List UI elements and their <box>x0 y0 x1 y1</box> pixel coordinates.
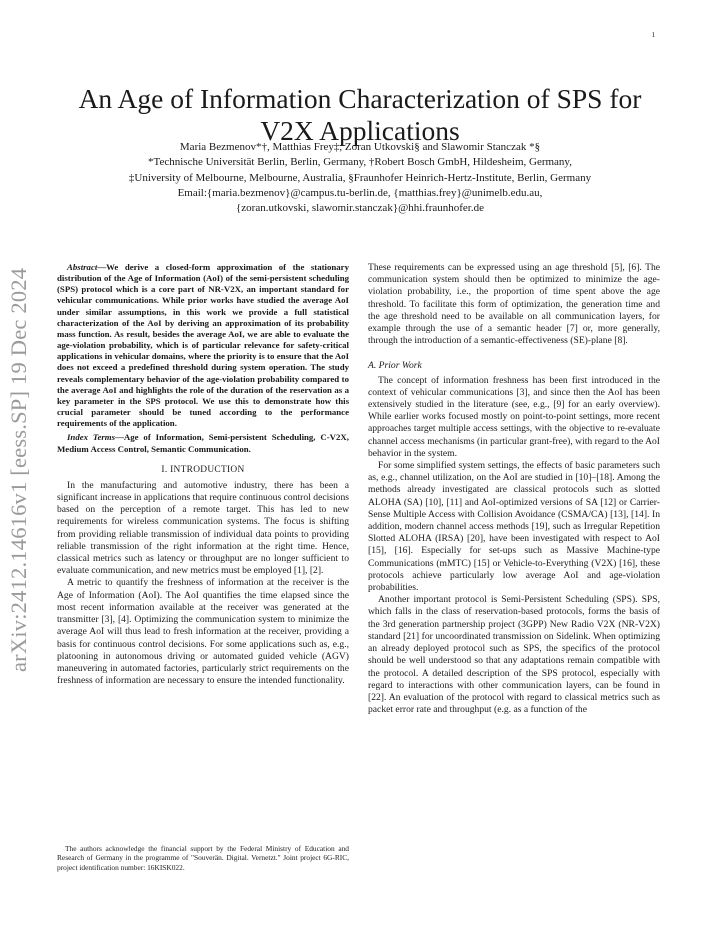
affiliation-line: ‡University of Melbourne, Melbourne, Australia, §Fraunhofer Heinrich-Hertz-Institute, Berlin, Germany <box>128 171 592 184</box>
body-paragraph: The concept of information freshness has been first introduced in the context of vehicular communications [3], and since then the AoI has been extensively studied in the literature (see, e.g., [9] for an early overview). While earlier works focused mostly on point-to-point settings, more recent approaches target multiple access settings, with the objective to re-evaluate channel access mechanisms (in particular grant-free), with regard to the AoI behavior in the system. <box>368 374 660 459</box>
abstract-lead: Abstract <box>67 262 98 272</box>
email-line: Email:{maria.bezmenov}@campus.tu-berlin.de, {matthias.frey}@unimelb.edu.au, <box>177 186 543 199</box>
author-block <box>58 140 662 216</box>
page-number: 1 <box>651 31 655 39</box>
funding-footnote: The authors acknowledge the financial support by the Federal Ministry of Education and Research of Germany in the programme of "Souverän. Digital. Vernetzt." Joint project 6G-RIC, project identification number: 16KISK022. <box>57 844 349 872</box>
subsection-heading-prior-work: A. Prior Work <box>368 360 422 372</box>
index-terms-lead: Index Terms <box>67 432 116 443</box>
email-line: {zoran.utkovski, slawomir.stanczak}@hhi.fraunhofer.de <box>236 202 484 215</box>
section-heading-introduction: I. INTRODUCTION <box>161 464 245 475</box>
body-paragraph: Another important protocol is Semi-Persistent Scheduling (SPS). SPS, which falls in the class of reservation-based protocols, forms the basis of the 3rd generation partnership project (3GPP) New Radio V2X (NR-V2X) standard [21] for uncoordinated transmission on Sidelink. When optimizing an already deployed protocol such as SPS, the specifics of the protocol should be well understood so that any adaptations remain compatible with the protocol. A detailed description of the SPS protocol, especially with regard to interactions with other communication layers, can be found in [22]. An evaluation of the protocol with regard to classical metrics such as packet error rate and throughput (e.g. as a function of the <box>368 594 660 716</box>
arxiv-identifier-stamp: arXiv:2412.14616v1 [eess.SP] 19 Dec 2024 <box>6 267 31 672</box>
index-terms <box>57 432 349 454</box>
body-paragraph: In the manufacturing and automotive industry, there has been a significant increase in applications that require continuous control decisions based on the perception of a remote target. This has led to new requirements for wireless communication systems. The focus is shifting from providing reliable transmission of individual data points to providing reliable transmission of the right information at the right time. Hence, classical metrics such as latency or throughput are no longer sufficient to evaluate communication, and new metrics must be employed [1], [2]. <box>57 479 349 577</box>
body-paragraph-continued: These requirements can be expressed using an age threshold [5], [6]. The communication system should then be optimized to minimize the age-violation probability, i.e., the proportion of time spent above the age threshold. To facilitate this form of optimization, the generation time and the age threshold need to be available on all communication layers, for example through the use of a semantic header [7] or, more generally, through the introduction of a semantic-effectiveness (SE)-plane [8]. <box>368 262 660 347</box>
author-names: Maria Bezmenov*†, Matthias Frey‡, Zoran Utkovski§ and Slawomir Stanczak *§ <box>179 141 541 153</box>
body-paragraph: A metric to quantify the freshness of information at the receiver is the Age of Information (AoI). The AoI quantifies the time elapsed since the most recent information available at the receiver was generated at the transmitter [3], [4]. Optimizing the communication system to minimize the average AoI will thus lead to fresh information at the receiver, providing a basis for continuous control decisions. For some applications such as, e.g., platooning in autonomous driving or automated guided vehicle (AGV) maneuvering in automated factories, particularly strict requirements on the freshness of information are necessary to ensure the intended functionality. <box>57 577 349 687</box>
right-column <box>368 262 660 716</box>
affiliation-line: *Technische Universität Berlin, Berlin, Germany, †Robert Bosch GmbH, Hildesheim, Germany, <box>148 156 572 169</box>
paper-title: An Age of Information Characterization of SPS for V2X Applications <box>78 83 642 147</box>
left-column <box>57 262 349 687</box>
index-terms-text: —Age of Information, Semi-persistent Scheduling, C-V2X, Medium Access Control, Semantic Communication. <box>57 432 349 454</box>
abstract <box>57 262 349 429</box>
abstract-text: —We derive a closed-form approximation of the stationary distribution of the Age of Information (AoI) of the semi-persistent scheduling (SPS) protocol which is a core part of NR-V2X, an important standard for vehicular communications. While prior works have studied the average AoI under similar assumptions, in this work we provide a full statistical characterization of the AoI by deriving an approximation of its probability mass function. As result, besides the average AoI, we are able to evaluate the age-violation probability, which is of particular relevance for safety-critical applications in vehicular domains, where the priority is to ensure that the AoI does not exceed a predefined threshold during system operation. The study reveals complementary behavior of the age-violation probability compared to the average AoI and highlights the role of the duration of the reservation as a key parameter in the SPS protocol. We use this to demonstrate how this crucial parameter should be tuned according to the performance requirements of the application. <box>57 262 349 429</box>
body-paragraph: For some simplified system settings, the effects of basic parameters such as, e.g., channel utilization, on the AoI are studied in [10]–[18]. Among the methods already investigated are classical protocols such as slotted ALOHA (SA) [10], [11] and AoI-optimized versions of SA [12] or Carrier-Sense Multiple Access with Collision Avoidance (CSMA/CA) [13], [14]. In addition, modern channel access methods [19], such as Irregular Repetition Slotted ALOHA (IRSA) [20], have been investigated with respect to AoI [15], [16]. Especially for set-ups such as Massive Machine-type Communications (mMTC) [15] or Vehicle-to-Everything (V2X) [16], these protocols achieve particularly low average AoI and age-violation probabilities. <box>368 460 660 594</box>
